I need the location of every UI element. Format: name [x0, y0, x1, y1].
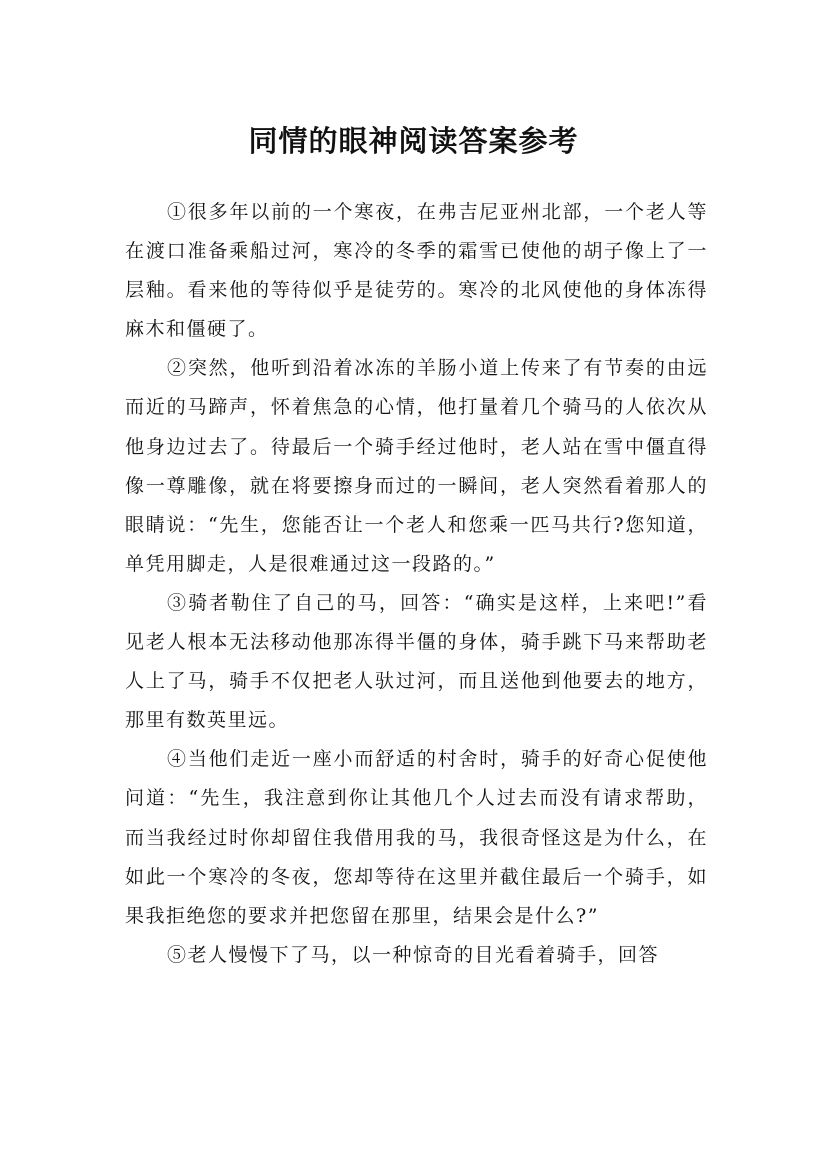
paragraph-5: ⑤老人慢慢下了马，以一种惊奇的目光看着骑手，回答	[167, 943, 660, 966]
document-title: 同情的眼神阅读答案参考	[248, 124, 579, 159]
paragraph-2: ②突然，他听到沿着冰冻的羊肠小道上传来了有节奏的由远而近的马蹄声，怀着焦急的心情，他打量着几个骑马的人依次从他身边过去了。待最后一个骑手经过他时，老人站在雪中僵直得像一尊雕像，就在将要擦身而过的一瞬间，老人突然看着那人的眼睛说：“先生，您能否让一个老人和您乘一匹马共行?您知道，单凭用脚走，人是很难通过这一段路的。”	[125, 357, 708, 575]
paragraph-1: ①很多年以前的一个寒夜，在弗吉尼亚州北部，一个老人等在渡口准备乘船过河，寒冷的冬季的霜雪已使他的胡子像上了一层釉。看来他的等待似乎是徒劳的。寒冷的北风使他的身体冻得麻木和僵硬了。	[125, 201, 708, 341]
paragraph-4: ④当他们走近一座小而舒适的村舍时，骑手的好奇心促使他问道：“先生，我注意到你让其他几个人过去而没有请求帮助，而当我经过时你却留住我借用我的马，我很奇怪这是为什么，在如此一个寒冷的冬夜，您却等待在这里并截住最后一个骑手，如果我拒绝您的要求并把您留在那里，结果会是什么?”	[125, 748, 708, 927]
article-body	[125, 193, 708, 975]
paragraph-3: ③骑者勒住了自己的马，回答：“确实是这样，上来吧!”看见老人根本无法移动他那冻得半僵的身体，骑手跳下马来帮助老人上了马，骑手不仅把老人驮过河，而且送他到他要去的地方，那里有数英里远。	[125, 591, 708, 732]
